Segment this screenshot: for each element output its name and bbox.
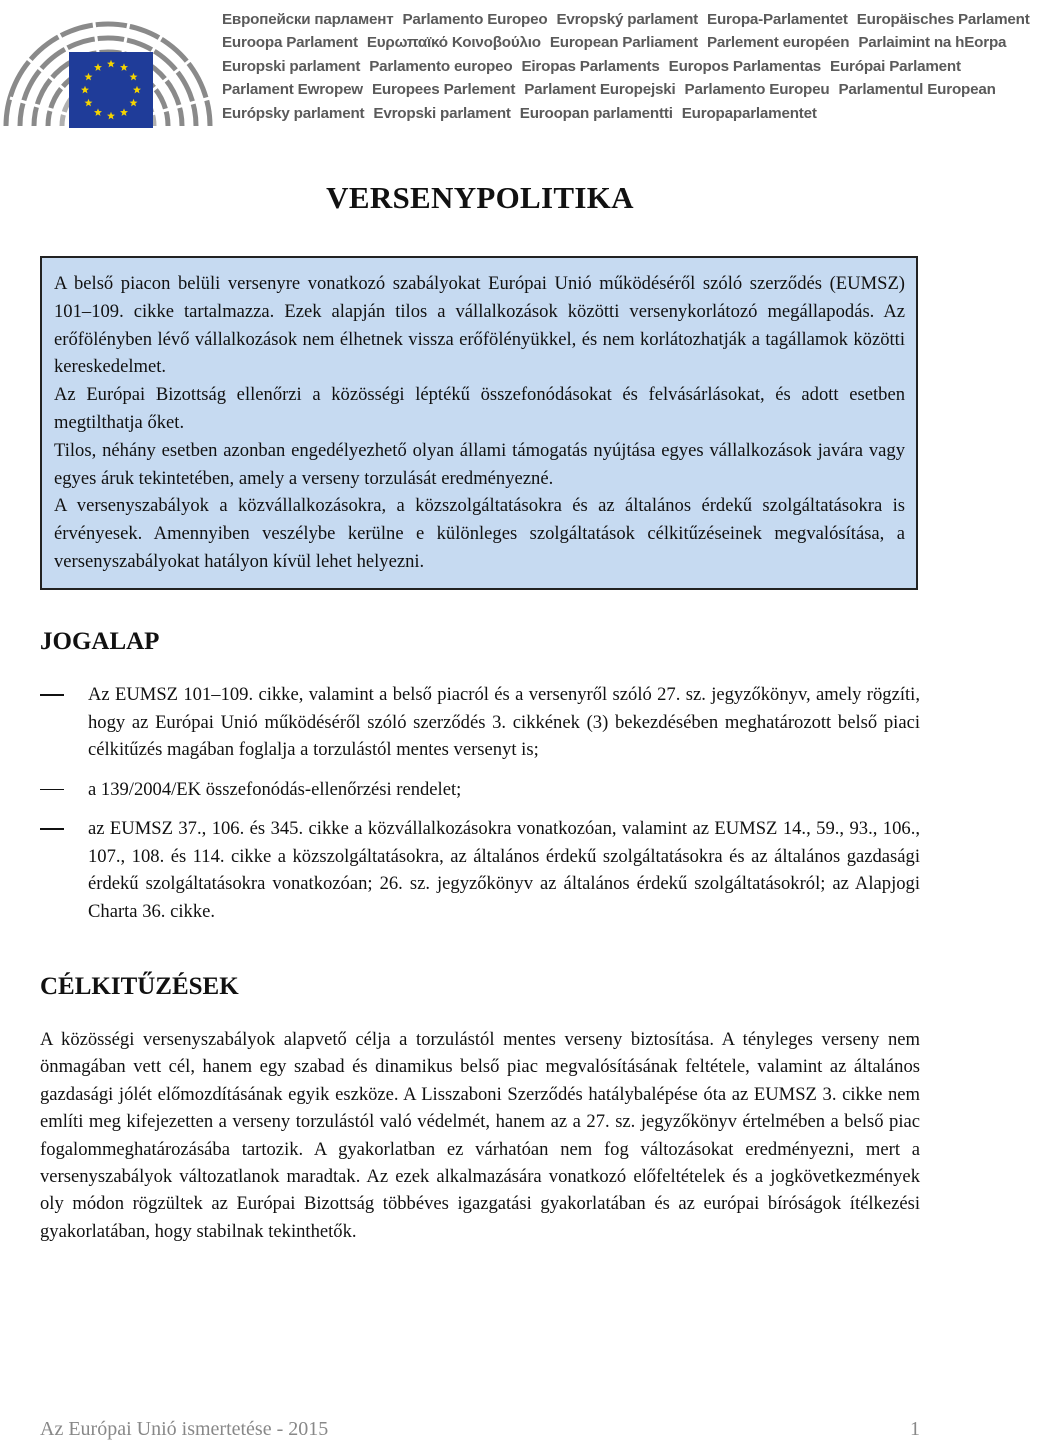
parliament-name: Parlamento Europeu	[684, 81, 830, 99]
parliament-name: Parlamentul European	[838, 81, 996, 99]
list-item	[40, 776, 920, 804]
parliament-name: Европейски парламент	[222, 11, 394, 28]
parliament-name: Evropský parlament	[556, 11, 699, 28]
parliament-name: European Parliament	[549, 34, 698, 52]
summary-paragraph: Tilos, néhány esetben azonban engedélyezhető olyan állami támogatás nyújtása egyes vállalkozások javára vagy egyes áruk tekintetében, amely a verseny torzulását eredményezné.	[54, 439, 905, 489]
summary-paragraph: Az Európai Bizottság ellenőrzi a közösségi léptékű összefonódásokat és felvásárlásokat, és adott esetben megtilthatja őket.	[54, 384, 905, 433]
section-heading-celkituzesek: CÉLKITŰZÉSEK	[40, 973, 239, 1000]
parliament-name: Európai Parlament	[830, 57, 961, 75]
parliament-name: Euroopa Parlament	[222, 34, 358, 52]
parliament-name: Eiropas Parlaments	[521, 57, 660, 75]
footer-title: Az Európai Unió ismertetése - 2015	[40, 1418, 329, 1440]
dash-icon	[40, 789, 64, 791]
parliament-name: Europees Parlement	[371, 81, 516, 99]
parliament-name: Europa-Parlamentet	[707, 11, 848, 28]
parliament-names-row	[222, 55, 961, 78]
legal-basis-list	[40, 681, 920, 937]
summary-box	[40, 256, 918, 590]
parliament-name: Parlaimint na hEorpa	[858, 34, 1007, 52]
page-number: 1	[910, 1418, 920, 1440]
parliament-name: Parlament Ewropew	[222, 81, 363, 99]
list-item-text: a 139/2004/EK összefonódás-ellenőrzési rendelet;	[88, 778, 462, 800]
list-item-text: az EUMSZ 37., 106. és 345. cikke a közvállalkozásokra vonatkozóan, valamint az EUMSZ 14., 59., 93., 106., 107., 108. és 114. cikke a közszolgáltatásokra, az általános érdekű szolgáltatásokra és az általános gazdasági érdekű szolgáltatásokra vonatkozóan; 26. sz. jegyzőkönyv az általános érdekű szolgáltatásokról; az Alapjogi Charta 36. cikke.	[88, 818, 920, 922]
parliament-name: Euroopan parlamentti	[519, 104, 673, 122]
dash-icon	[40, 694, 64, 696]
list-item-text: Az EUMSZ 101–109. cikke, valamint a belső piacról és a versenyről szóló 27. sz. jegyzőkönyv, amely rögzíti, hogy az Európai Unió működéséről szóló szerződés 3. cikkének (3) bekezdésében meghatározott belső piaci célkitűzés magában foglalja a torzulástól mentes versenyt is;	[88, 684, 920, 760]
parliament-names-row	[222, 31, 1007, 54]
section-heading-jogalap: JOGALAP	[40, 628, 160, 655]
european-parliament-logo	[2, 2, 214, 128]
parliament-name: Europaparlamentet	[681, 104, 817, 122]
summary-paragraph: A belső piacon belüli versenyre vonatkozó szabályokat Európai Unió működéséről szóló szerződés (EUMSZ) 101–109. cikke tartalmazza. Ezek alapján tilos a vállalkozások közötti versenykorlátozó megállapodás. Az erőfölényben lévő vállalkozások nem élhetnek vissza erőfölényükkel, és nem korlátozhatják a tagállamok közötti kereskedelmet.	[54, 273, 905, 378]
parliament-names-row	[222, 78, 996, 101]
page-header	[0, 0, 1030, 130]
parliament-name: Parlement européen	[706, 34, 850, 52]
parliament-name: Europäisches Parlament	[856, 11, 1030, 28]
parliament-name: Parlamento europeo	[369, 57, 513, 75]
parliament-name: Europski parlament	[222, 57, 361, 75]
parliament-names-row	[222, 8, 1030, 31]
summary-paragraph: A versenyszabályok a közvállalkozásokra, a közszolgáltatásokra és az általános érdekű szolgáltatásokra is érvényesek. Amennyiben veszélybe kerülne e különleges szolgáltatások célkitűzéseinek megvalósítása, a versenyszabályokat hatályon kívül lehet helyezni.	[54, 495, 905, 572]
parliament-name: Európsky parlament	[222, 104, 365, 122]
parliament-names	[222, 8, 1030, 125]
objectives-paragraph: A közösségi versenyszabályok alapvető célja a torzulástól mentes verseny biztosítása. A tényleges verseny nem önmagában vett cél, hanem egy szabad és dinamikus belső piac megvalósításának feltétele, valamint az általános gazdasági jólét előmozdításának egyik eszköze. A Lisszaboni Szerződés hatálybalépése óta az EUMSZ 3. cikke nem említi meg kifejezetten a verseny torzulástól való védelmét, hanem az a 27. sz. jegyzőkönyv értelmében a belső piac fogalommeghatározásába tartozik. A gyakorlatban ez várhatóan nem fog változásokat eredményezni, mert a versenyszabályok változatlanok maradtak. Az ezek alkalmazására vonatkozó előfeltételek és a jogkövetkezmények oly módon rögzültek az Európai Bizottság többéves igazgatási gyakorlatában és az európai bíróságok ítélkezési gyakorlatában, hogy stabilnak tekinthetők.	[40, 1029, 920, 1242]
dash-icon	[40, 828, 64, 830]
list-item	[40, 681, 920, 764]
parliament-name: Parlamento Europeo	[402, 11, 548, 28]
parliament-name: Parlament Europejski	[524, 81, 676, 99]
page-title: VERSENYPOLITIKA	[326, 180, 634, 215]
list-item	[40, 815, 920, 925]
parliament-name: Evropski parlament	[373, 104, 511, 122]
parliament-name: Europos Parlamentas	[668, 57, 822, 75]
parliament-name: Ευρωπαϊκό Κοινοβούλιο	[366, 34, 541, 52]
parliament-names-row	[222, 102, 958, 125]
